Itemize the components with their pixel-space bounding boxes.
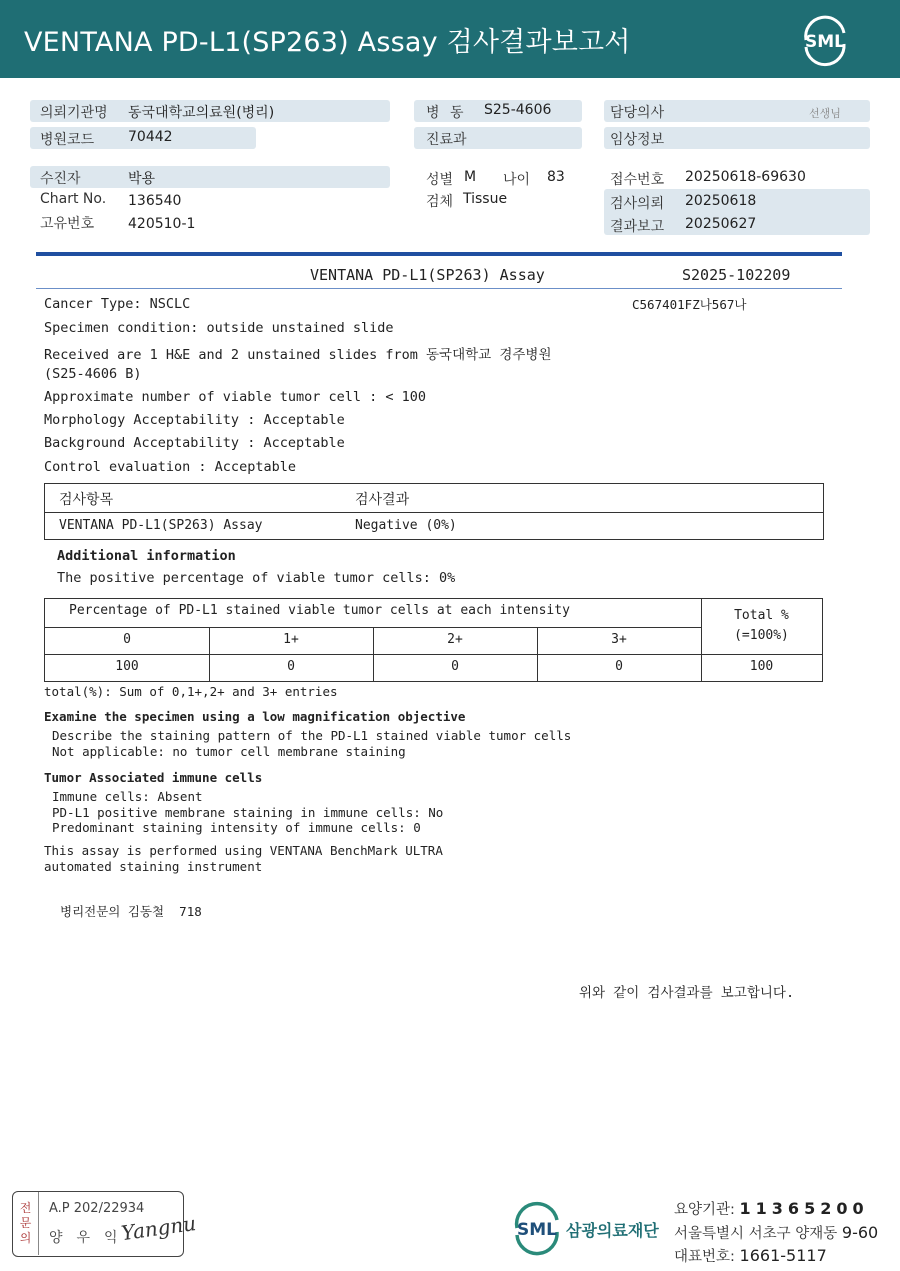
intensity-value: 0 [615,659,623,674]
ward-label: 병 동 [426,105,464,121]
report-header [0,0,900,78]
signature-text: Yangnu [119,1210,198,1246]
total-value: 100 [749,659,774,674]
unique-no-value: 420510-1 [128,216,196,232]
unique-no-label: 고유번호 [40,216,95,232]
immune-line: Immune cells: Absent [52,789,203,804]
assay-line: automated staining instrument [44,859,263,874]
footer-address-text: 서울특별시 서초구 양재동 [674,1226,842,1242]
intensity-header: 2+ [447,632,463,647]
report-line: Received are 1 H&E and 2 unstained slides from 동국대학교 경주병원 [44,347,552,363]
age-label: 나이 [503,172,531,188]
additional-info-text: The positive percentage of viable tumor cells: 0% [57,570,456,586]
result-table [44,483,824,540]
institution-label: 의뢰기관명 [40,105,108,121]
intensity-header: 0 [123,632,131,647]
report-title: VENTANA PD-L1(SP263) Assay [310,266,545,284]
intensity-header: 1+ [283,632,299,647]
clinical-label: 임상정보 [610,132,665,148]
examine-line: Describe the staining pattern of the PD-L1 stained viable tumor cells [52,728,572,743]
footer-phone-value: 1661-5117 [739,1246,827,1265]
sml-logo-icon [798,13,852,67]
dept-label: 진료과 [426,132,467,148]
report-line: Approximate number of viable tumor cell : < 100 [44,389,427,405]
stamp-specialist-name: 양우익 [49,1230,132,1246]
report-line: Specimen condition: outside unstained slide [44,320,394,336]
report-date-value: 20250627 [685,216,757,232]
intensity-table [44,598,823,682]
total-header-sub: (=100%) [734,628,789,643]
pathologist-name: 병리전문의 김동철 718 [60,904,202,919]
stamp-side-char: 의 [19,1231,32,1245]
patient-value: 박용 [128,171,156,187]
result-table-item-header: 검사항목 [59,492,114,508]
result-table-result-header: 검사결과 [355,492,410,508]
report-date-label: 결과보고 [610,219,665,235]
institution-code-value: 11365200 [739,1199,869,1218]
result-table-result: Negative (0%) [355,518,457,533]
signature-icon [117,1206,198,1250]
sex-label: 성별 [426,172,454,188]
report-main-title: VENTANA PD-L1(SP263) Assay 검사결과보고서 [24,27,631,58]
total-note: total(%): Sum of 0,1+,2+ and 3+ entries [44,684,338,699]
specimen-label: 검체 [426,194,454,210]
chart-no-value: 136540 [128,193,182,209]
institution-value: 동국대학교의료원(병리) [128,105,275,121]
closing-statement: 위와 같이 검사결과를 보고합니다. [579,985,795,1001]
stamp-license-number: A.P 202/22934 [49,1201,145,1216]
examine-line: Not applicable: no tumor cell membrane staining [52,744,406,759]
doctor-suffix: 선생님 [809,107,841,120]
receipt-value: 20250618-69630 [685,169,806,185]
chart-no-label: Chart No. [40,191,107,207]
intensity-header: 3+ [611,632,627,647]
stamp-side-char: 문 [19,1216,32,1230]
report-line: Background Acceptability : Acceptable [44,435,345,451]
intensity-value: 100 [115,659,139,674]
ward-value: S25-4606 [484,102,552,118]
patient-label: 수진자 [40,171,81,187]
title-underline [36,288,842,289]
immune-line: Predominant staining intensity of immune cells: 0 [52,820,421,835]
immune-title: Tumor Associated immune cells [44,770,263,785]
result-table-divider [45,512,823,513]
institution-code-label: 요양기관: [674,1202,740,1218]
request-label: 검사의뢰 [610,196,665,212]
sml-footer-logo-icon [510,1200,564,1254]
hospital-code-label: 병원코드 [40,132,95,148]
result-table-item: VENTANA PD-L1(SP263) Assay [59,518,263,533]
section-divider [36,252,842,256]
institution-code [674,1198,869,1219]
intensity-value: 0 [451,659,459,674]
stamp-side-char: 전 [19,1201,32,1215]
intensity-table-caption: Percentage of PD-L1 stained viable tumor cells at each intensity [69,603,570,618]
specimen-value: Tissue [463,191,508,207]
footer-phone-label: 대표번호: [674,1249,740,1265]
report-line: (S25-4606 B) [44,366,142,382]
specialist-stamp [12,1191,198,1257]
request-value: 20250618 [685,193,757,209]
footer-address [674,1222,878,1243]
intensity-value: 0 [287,659,295,674]
footer-phone [674,1245,827,1266]
footer-address-number: 9-60 [841,1223,879,1242]
report-line: Control evaluation : Acceptable [44,459,296,475]
additional-info-title: Additional information [57,548,236,564]
sml-footer-logo-text: SML [517,1220,557,1240]
report-sub-code: C567401FZ나567나 [632,297,747,312]
report-code: S2025-102209 [682,266,791,284]
age-value: 83 [547,169,565,185]
sex-value: M [464,169,477,185]
foundation-name: 삼광의료재단 [566,1221,659,1240]
sml-logo-text: SML [805,32,845,52]
assay-line: This assay is performed using VENTANA BenchMark ULTRA [44,843,443,858]
report-line: Morphology Acceptability : Acceptable [44,412,345,428]
immune-line: PD-L1 positive membrane staining in immune cells: No [52,805,444,820]
examine-title: Examine the specimen using a low magnification objective [44,709,466,724]
patient-row [30,166,390,188]
table-rule [45,654,822,655]
doctor-label: 담당의사 [610,105,665,121]
stamp-side-label [13,1192,39,1255]
total-header: Total % [734,608,789,623]
receipt-label: 접수번호 [610,172,665,188]
hospital-code-value: 70442 [128,129,173,145]
report-line: Cancer Type: NSCLC [44,296,191,312]
